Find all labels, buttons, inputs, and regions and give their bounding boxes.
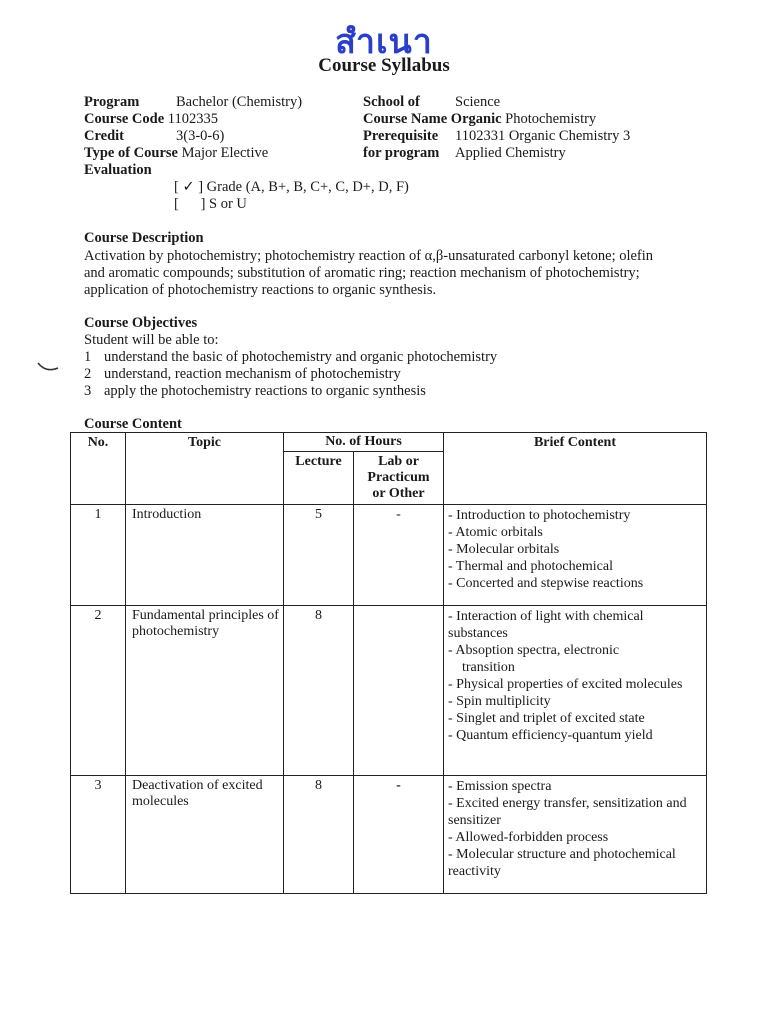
- course-code-label: Course Code: [84, 111, 165, 127]
- row-topic: Introduction: [126, 505, 284, 606]
- row-lab: [354, 606, 444, 776]
- brief-item: - Concerted and stepwise reactions: [448, 576, 644, 591]
- row-lecture: 8: [284, 606, 354, 776]
- brief-item: - Excited energy transfer, sensitization and sensitizer: [448, 796, 687, 828]
- table-row: [71, 776, 707, 894]
- course-name-value: Photochemistry: [505, 111, 597, 127]
- pen-mark: [36, 360, 62, 374]
- row-no: 3: [71, 776, 126, 894]
- for-program-value: Applied Chemistry: [455, 145, 566, 161]
- objective-item: 1 understand the basic of photochemistry and organic photochemistry: [84, 349, 498, 365]
- evaluation-label: Evaluation: [84, 162, 152, 178]
- school-label: School of: [363, 94, 420, 110]
- description-text: [84, 248, 724, 299]
- prerequisite-value: 1102331 Organic Chemistry 3: [455, 128, 631, 144]
- program-label: Program: [84, 94, 140, 110]
- brief-item: - Quantum efficiency-quantum yield: [448, 728, 653, 743]
- page-title: Course Syllabus: [318, 55, 450, 76]
- credit-label: Credit: [84, 128, 125, 144]
- row-brief: [444, 505, 707, 606]
- brief-item: transition: [462, 660, 515, 675]
- brief-item: - Singlet and triplet of excited state: [448, 711, 645, 726]
- objectives-title: Course Objectives: [84, 315, 198, 331]
- evaluation-option-grade: [ ✓ ] Grade (A, B+, B, C+, C, D+, D, F): [174, 179, 409, 195]
- type-label: Type of Course: [84, 145, 178, 161]
- type-value: Major Elective: [181, 145, 269, 161]
- table-row: [71, 505, 707, 606]
- prerequisite-label: Prerequisite: [363, 128, 439, 144]
- for-program-label: for program: [363, 145, 440, 161]
- course-code-row: [84, 111, 218, 128]
- program-value: Bachelor (Chemistry): [176, 94, 303, 110]
- content-title: Course Content: [84, 416, 182, 432]
- course-name-label: Course Name Organic: [363, 111, 502, 127]
- brief-item: - Atomic orbitals: [448, 525, 543, 540]
- description-line: application of photochemistry reactions to organic synthesis.: [84, 282, 437, 298]
- program-row: [84, 94, 139, 111]
- description-title: Course Description: [84, 230, 204, 246]
- header-lecture: Lecture: [284, 452, 354, 505]
- course-content-table: [70, 432, 707, 894]
- row-no: 1: [71, 505, 126, 606]
- row-topic: Fundamental principles of photochemistry: [126, 606, 284, 776]
- brief-item: - Spin multiplicity: [448, 694, 551, 709]
- brief-item: - Molecular structure and photochemical reactivity: [448, 847, 676, 879]
- brief-item: - Absoption spectra, electronic: [448, 643, 620, 658]
- brief-item: - Thermal and photochemical: [448, 559, 613, 574]
- evaluation-option-su: [ ] S or U: [174, 196, 247, 212]
- credit-value: 3(3-0-6): [176, 128, 225, 144]
- row-lab: -: [354, 505, 444, 606]
- objectives-list: [84, 349, 497, 400]
- course-code-value: 1102335: [167, 111, 218, 127]
- row-lecture: 5: [284, 505, 354, 606]
- header-lab: Lab or Practicum or Other: [354, 452, 444, 505]
- row-no: 2: [71, 606, 126, 776]
- school-value: Science: [455, 94, 501, 110]
- brief-item: - Emission spectra: [448, 779, 552, 794]
- row-topic: Deactivation of excited molecules: [126, 776, 284, 894]
- brief-item: - Introduction to photochemistry: [448, 508, 631, 523]
- objectives-intro: Student will be able to:: [84, 332, 219, 348]
- row-brief: [444, 776, 707, 894]
- header-hours: No. of Hours: [284, 433, 444, 452]
- description-line: Activation by photochemistry; photochemistry reaction of α,β-unsaturated carbonyl ketone; olefin: [84, 248, 654, 264]
- table-row: [71, 606, 707, 776]
- course-name-row: [363, 111, 596, 128]
- header-brief: Brief Content: [444, 433, 707, 505]
- header-no: No.: [71, 433, 126, 505]
- brief-item: - Allowed-forbidden process: [448, 830, 609, 845]
- copy-stamp: สำเนา: [335, 22, 433, 62]
- objective-item: 3 apply the photochemistry reactions to organic synthesis: [84, 383, 426, 399]
- row-lab: -: [354, 776, 444, 894]
- row-brief: [444, 606, 707, 776]
- brief-item: - Physical properties of excited molecules: [448, 677, 683, 692]
- brief-item: - Interaction of light with chemical substances: [448, 609, 644, 641]
- row-lecture: 8: [284, 776, 354, 894]
- header-topic: Topic: [126, 433, 284, 505]
- objective-item: 2 understand, reaction mechanism of photochemistry: [84, 366, 401, 382]
- description-line: and aromatic compounds; substitution of aromatic ring; reaction mechanism of photochemistry;: [84, 265, 640, 281]
- brief-item: - Molecular orbitals: [448, 542, 560, 557]
- type-row: [84, 145, 268, 162]
